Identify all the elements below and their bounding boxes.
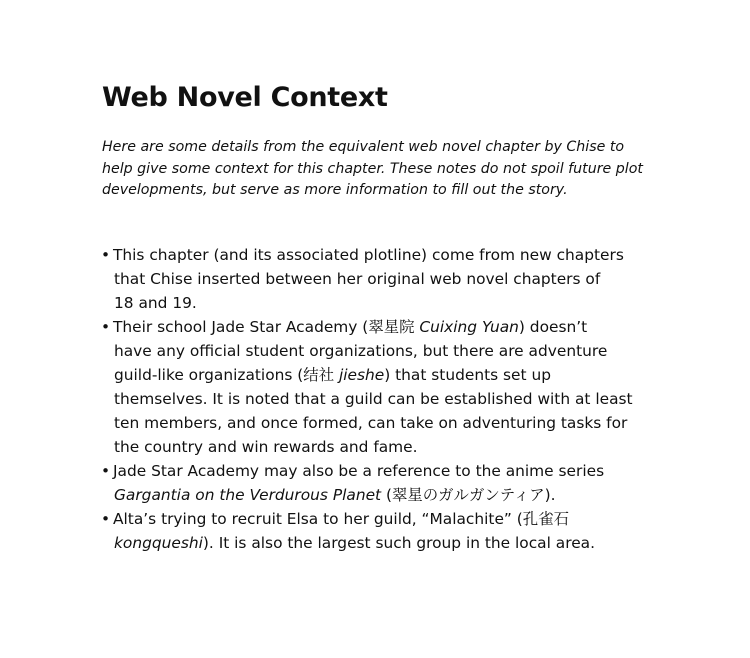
intro-line: help give some context for this chapter. These notes do not spoil future plot (102, 160, 643, 177)
note-text: ) that students set up (384, 366, 551, 384)
note-text: ) doesn’t (518, 318, 588, 336)
note-line (113, 531, 671, 555)
pinyin-term: Cuixing Yuan (419, 318, 519, 336)
note-line: Alta’s trying to recruit Elsa to her guild, “Malachite” (孔雀石 (113, 510, 569, 528)
note-line: have any official student organizations, but there are adventure (114, 342, 608, 360)
note-line (113, 483, 671, 507)
bullet-dot: • (101, 318, 111, 336)
note-line: 18 and 19. (114, 294, 197, 312)
bullet-dot: • (101, 246, 111, 264)
note-item (101, 315, 671, 459)
intro-line: Here are some details from the equivalent web novel chapter by Chise to (102, 139, 625, 155)
anime-title: Gargantia on the Verdurous Planet (114, 486, 382, 504)
pinyin-term: kongqueshi (114, 534, 203, 552)
bullet-dot: • (101, 510, 111, 528)
note-line: themselves. It is noted that a guild can be established with at least (114, 390, 633, 408)
note-text: Their school Jade Star Academy ( (113, 318, 369, 336)
note-line: that Chise inserted between her original web novel chapters of (114, 270, 601, 288)
note-item (101, 243, 671, 315)
intro-line: developments, but serve as more information to fill out the story. (102, 182, 568, 198)
note-text: (翠星のガルガンティア). (381, 486, 556, 504)
page-title: Web Novel Context (102, 82, 388, 113)
note-line (113, 363, 671, 387)
note-item (101, 507, 671, 555)
note-text: ). It is also the largest such group in the local area. (202, 534, 595, 552)
intro-paragraph (102, 137, 662, 202)
note-line: This chapter (and its associated plotline) come from new chapters (113, 246, 624, 264)
chinese-term: 翠星院 (368, 318, 420, 336)
chinese-term: 结社 (303, 366, 339, 384)
note-line: ten members, and once formed, can take on adventuring tasks for (114, 414, 628, 432)
note-line: the country and win rewards and fame. (114, 438, 418, 456)
note-line: Jade Star Academy may also be a reference to the anime series (113, 462, 605, 480)
pinyin-term: jieshe (338, 366, 385, 384)
notes-list (101, 243, 671, 555)
note-text: guild-like organizations ( (114, 366, 304, 384)
note-item (101, 459, 671, 507)
note-line (113, 315, 671, 339)
bullet-dot: • (101, 462, 111, 480)
